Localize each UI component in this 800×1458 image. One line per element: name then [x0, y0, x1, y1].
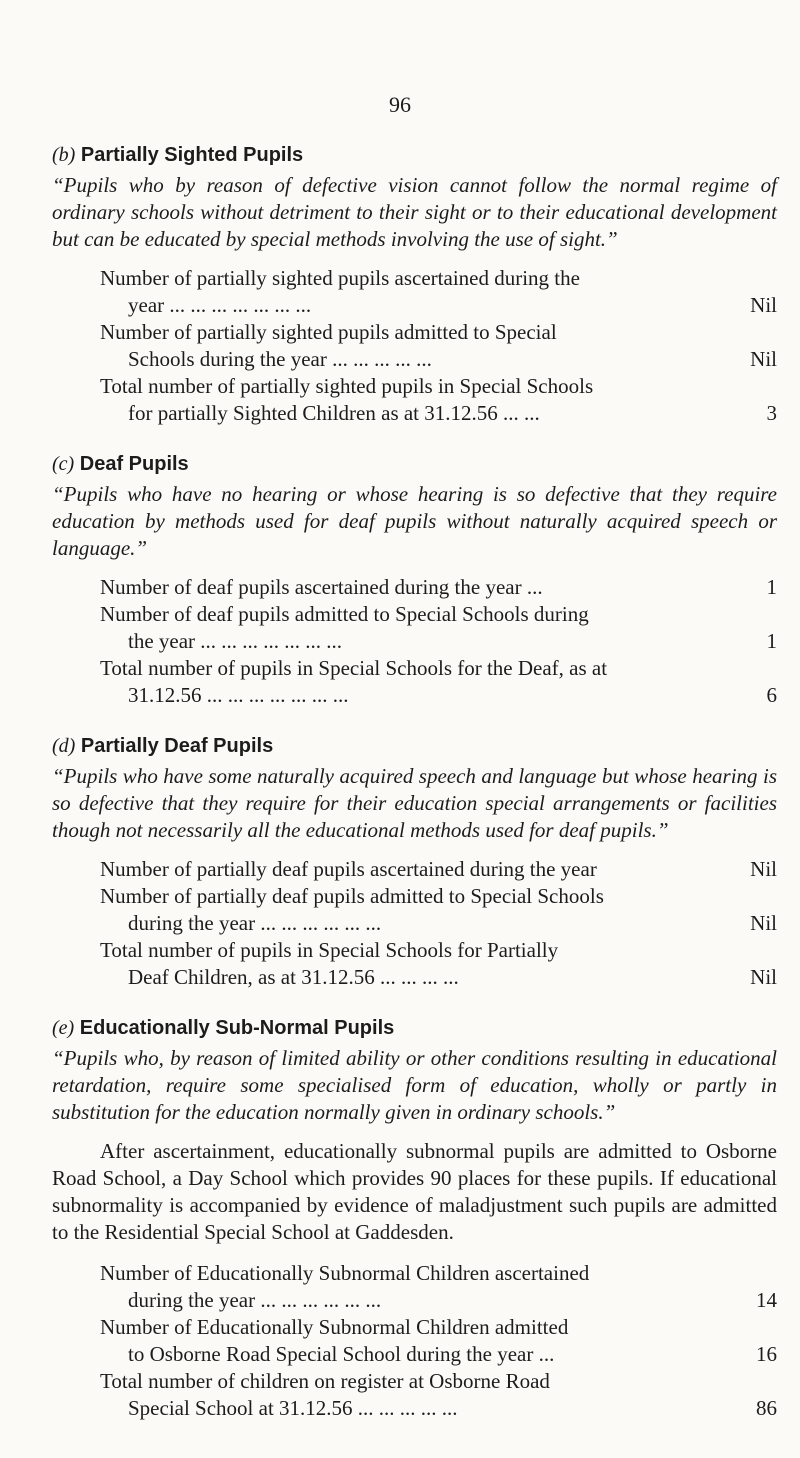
stat-row [100, 883, 777, 937]
section-letter: (e) [52, 1017, 75, 1039]
stat-value: 86 [756, 1396, 777, 1420]
stat-label: Number of Educationally Subnormal Children ascertained [100, 1261, 590, 1285]
stat-label: Total number of pupils in Special Schools for Partially [100, 938, 559, 962]
stat-row [100, 373, 777, 427]
stat-label: Number of partially deaf pupils ascertained during the year [100, 857, 597, 881]
stat-label-cont: during the year ... ... ... ... ... ... [128, 1288, 382, 1312]
stat-row [100, 1260, 777, 1314]
stat-value: 6 [766, 683, 777, 707]
stat-label-cont: during the year ... ... ... ... ... ... [128, 911, 382, 935]
section-letter: (c) [52, 453, 75, 475]
stat-value: 1 [766, 629, 777, 653]
stat-label-cont: 31.12.56 ... ... ... ... ... ... ... [128, 683, 349, 707]
stat-label-cont: Deaf Children, as at 31.12.56 ... ... ... ... [128, 965, 459, 989]
stat-label: Number of partially sighted pupils admitted to Special [100, 320, 557, 344]
section-title: Deaf Pupils [79, 453, 189, 475]
definition-quote: “Pupils who have no hearing or whose hearing is so defective that they require education by methods used for deaf pupils without naturally acquired speech or language.” [52, 482, 777, 560]
section-heading [52, 140, 777, 170]
stat-label: Number of Educationally Subnormal Children admitted [100, 1315, 569, 1339]
stat-label: Number of partially deaf pupils admitted to Special Schools [100, 884, 604, 908]
stat-value: Nil [750, 857, 777, 881]
stat-value: 3 [766, 401, 777, 425]
section-deaf [52, 449, 777, 709]
section-esn [52, 1013, 777, 1422]
section-title: Partially Deaf Pupils [80, 735, 274, 757]
stat-row [100, 601, 777, 655]
stat-row [100, 655, 777, 709]
section-partially-deaf [52, 731, 777, 991]
definition-quote: “Pupils who by reason of defective vision cannot follow the normal regime of ordinary schools without detriment to their sight or to their educational development but can be educated by special methods involving the use of sight.” [52, 173, 777, 251]
page-number: 96 [389, 92, 411, 117]
document-body [52, 140, 777, 1444]
stat-label: Total number of pupils in Special Schools for the Deaf, as at [100, 656, 608, 680]
stat-row [100, 856, 777, 883]
stat-value: 14 [756, 1288, 777, 1312]
stat-row [100, 937, 777, 991]
definition-quote: “Pupils who, by reason of limited ability or other conditions resulting in educational retardation, require some specialised form of education, wholly or partly in substitution for the education normally given in ordinary schools.” [52, 1046, 777, 1124]
stat-value: 1 [766, 575, 777, 599]
stat-label-cont: the year ... ... ... ... ... ... ... [128, 629, 343, 653]
stat-label: Number of deaf pupils ascertained during the year ... [100, 575, 543, 599]
body-paragraph: After ascertainment, educationally subnormal pupils are admitted to Osborne Road School, a Day School which provides 90 places for these pupils. If educational subnormality is accompanied by evidence of maladjustment such pupils are admitted to the Residential Special School at Gaddesden. [52, 1139, 777, 1244]
stat-value: Nil [750, 965, 777, 989]
stat-row [100, 265, 777, 319]
section-title: Partially Sighted Pupils [80, 144, 304, 166]
stat-label: Total number of children on register at Osborne Road [100, 1369, 550, 1393]
section-letter: (b) [52, 144, 76, 166]
stat-label-cont: year ... ... ... ... ... ... ... [128, 293, 312, 317]
stat-row [100, 1314, 777, 1368]
stat-label-cont: for partially Sighted Children as at 31.12.56 ... ... [128, 401, 540, 425]
section-letter: (d) [52, 735, 76, 757]
stat-value: Nil [750, 911, 777, 935]
stat-label-cont: Special School at 31.12.56 ... ... ... ... ... [128, 1396, 458, 1420]
section-heading [52, 1013, 777, 1043]
stat-label-cont: Schools during the year ... ... ... ... ... [128, 347, 432, 371]
stat-row [100, 1368, 777, 1422]
stat-value: 16 [756, 1342, 777, 1366]
section-heading [52, 731, 777, 761]
stat-label: Total number of partially sighted pupils in Special Schools [100, 374, 594, 398]
stat-label: Number of deaf pupils admitted to Special Schools during [100, 602, 589, 626]
stat-value: Nil [750, 293, 777, 317]
stat-label-cont: to Osborne Road Special School during the year ... [128, 1342, 555, 1366]
definition-quote: “Pupils who have some naturally acquired speech and language but whose hearing is so defective that they require for their education special arrangements or facilities though not necessarily all the educational methods used for deaf pupils.” [52, 764, 777, 842]
section-heading [52, 449, 777, 479]
stat-row [100, 574, 777, 601]
section-title: Educationally Sub-Normal Pupils [79, 1017, 395, 1039]
section-partially-sighted [52, 140, 777, 427]
stat-row [100, 319, 777, 373]
stat-label: Number of partially sighted pupils ascertained during the [100, 266, 580, 290]
stat-value: Nil [750, 347, 777, 371]
